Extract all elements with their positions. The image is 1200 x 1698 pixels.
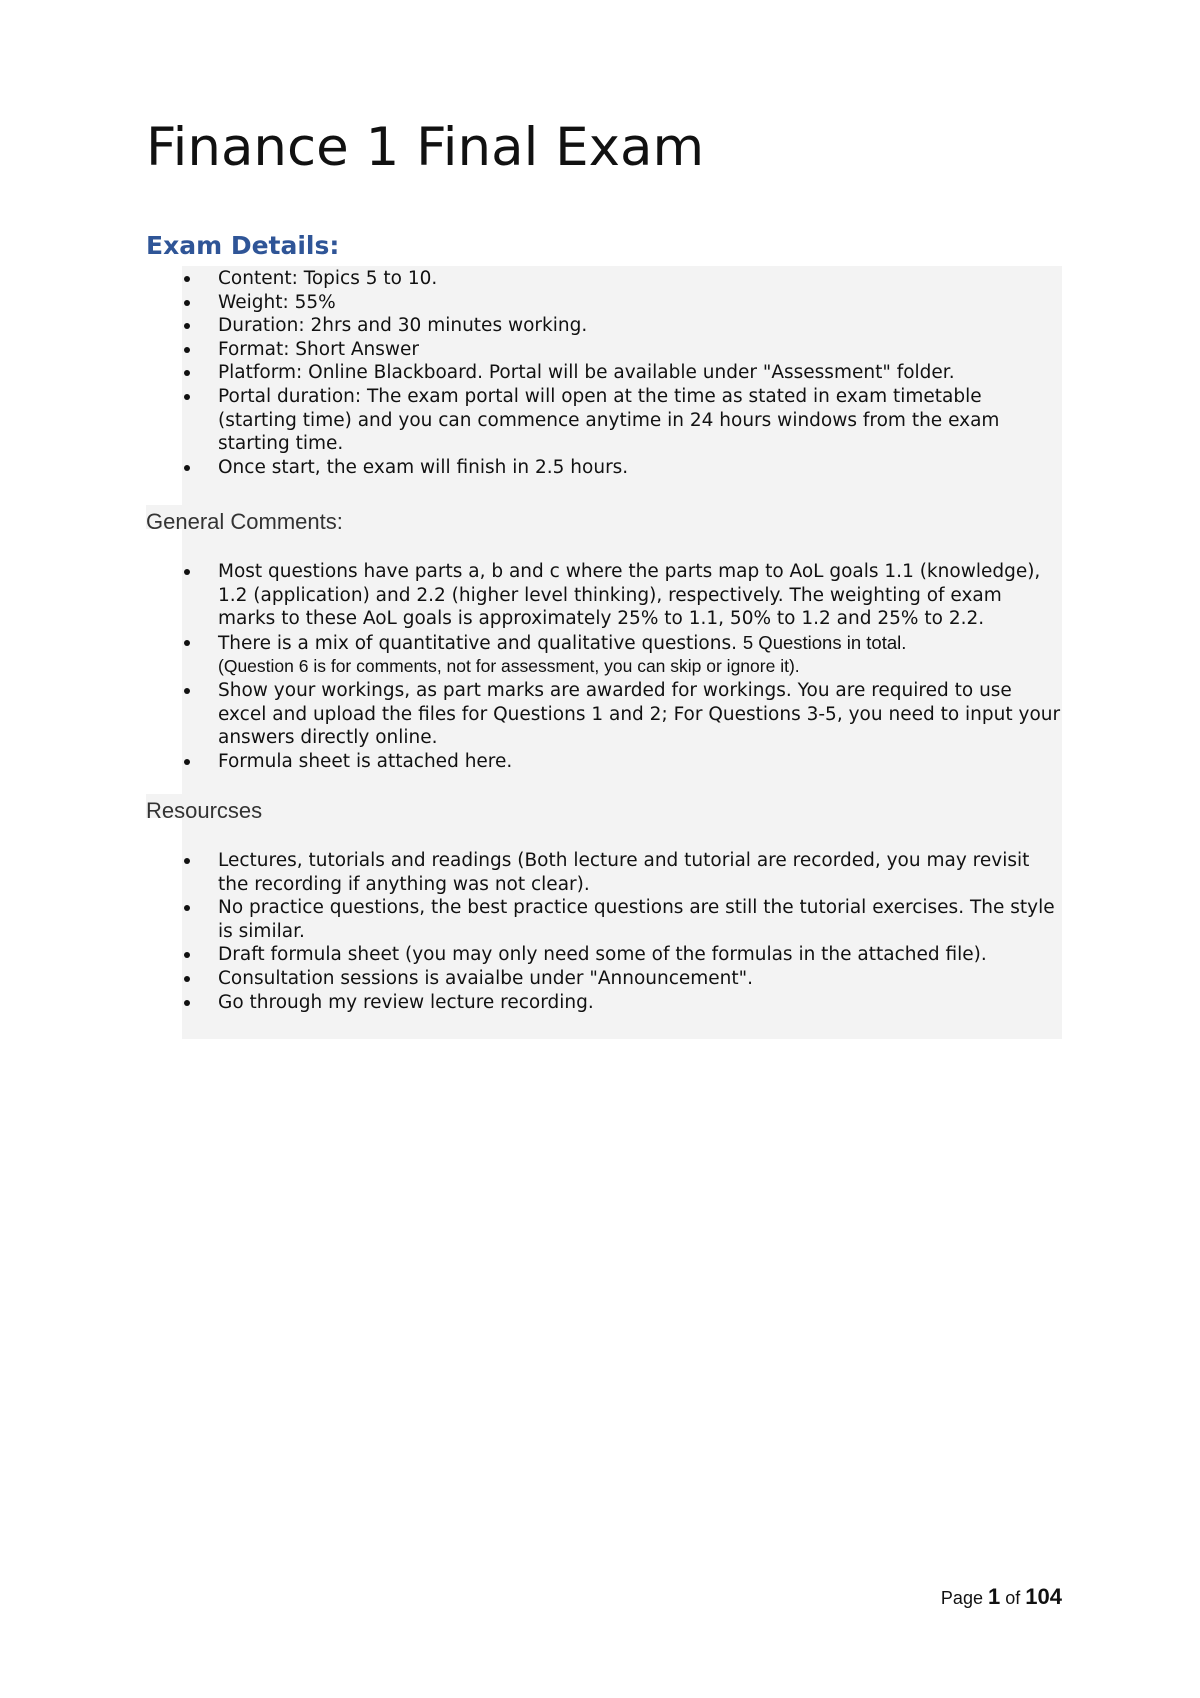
list-item: Portal duration: The exam portal will open at the time as stated in exam timetable (starting time) and you can commence anytime in 24 hours windows from the exam starting time. [146, 385, 1062, 456]
page-number-footer [941, 1585, 1062, 1610]
bullet-icon [184, 952, 190, 958]
resources-heading: Resourcses [146, 798, 263, 823]
list-item: Duration: 2hrs and 30 minutes working. [146, 314, 1062, 338]
list-item: Platform: Online Blackboard. Portal will be available under "Assessment" folder. [146, 361, 1062, 385]
bullet-icon [184, 465, 190, 471]
general-comments-list [146, 560, 1062, 773]
exam-details-heading: Exam Details: [146, 231, 340, 260]
list-item: Content: Topics 5 to 10. [146, 267, 1062, 291]
question-6-note: (Question 6 is for comments, not for assessment, you can skip or ignore it). [218, 656, 800, 677]
bullet-icon [184, 300, 190, 306]
page-label: Page [940, 1588, 983, 1608]
bullet-icon [184, 370, 190, 376]
resources-list [146, 849, 1062, 1014]
total-pages-number: 104 [1025, 1584, 1062, 1609]
question-count-note: 5 Questions in total. [742, 631, 907, 653]
list-item: Lectures, tutorials and readings (Both lecture and tutorial are recorded, you may revisit the recording if anything was not clear). [146, 849, 1062, 896]
general-comments-heading: General Comments: [146, 509, 343, 534]
list-item: Most questions have parts a, b and c where the parts map to AoL goals 1.1 (knowledge), 1.2 (application) and 2.2 (higher level thinking), respectively. The weighting of exam marks to these AoL goals is approximately 25% to 1.1, 50% to 1.2 and 25% to 2.2. [146, 560, 1062, 631]
list-item: Consultation sessions is avaialbe under "Announcement". [146, 967, 1062, 991]
document-title: Finance 1 Final Exam [146, 117, 705, 178]
bullet-icon [184, 1000, 190, 1006]
list-item [146, 631, 1062, 679]
bullet-icon [184, 394, 190, 400]
bullet-icon [184, 323, 190, 329]
bullet-icon [184, 640, 190, 646]
of-label: of [1005, 1588, 1021, 1608]
bullet-icon [184, 905, 190, 911]
list-item: Draft formula sheet (you may only need some of the formulas in the attached file). [146, 943, 1062, 967]
exam-details-list [146, 267, 1062, 479]
bullet-icon [184, 759, 190, 765]
bullet-icon [184, 688, 190, 694]
bullet-icon [184, 569, 190, 575]
mix-questions-text: There is a mix of quantitative and qualitative questions. [218, 632, 737, 654]
list-item: Format: Short Answer [146, 338, 1062, 362]
bullet-icon [184, 276, 190, 282]
bullet-icon [184, 347, 190, 353]
list-item: Weight: 55% [146, 291, 1062, 315]
list-item: Once start, the exam will finish in 2.5 hours. [146, 456, 1062, 480]
list-item: Go through my review lecture recording. [146, 991, 1062, 1015]
list-item: Formula sheet is attached here. [146, 750, 1062, 774]
bullet-icon [184, 858, 190, 864]
list-item: No practice questions, the best practice questions are still the tutorial exercises. The style is similar. [146, 896, 1062, 943]
current-page-number: 1 [987, 1584, 1001, 1609]
list-item: Show your workings, as part marks are awarded for workings. You are required to use excel and upload the files for Questions 1 and 2; For Questions 3-5, you need to input your answers directly online. [146, 679, 1062, 750]
bullet-icon [184, 976, 190, 982]
